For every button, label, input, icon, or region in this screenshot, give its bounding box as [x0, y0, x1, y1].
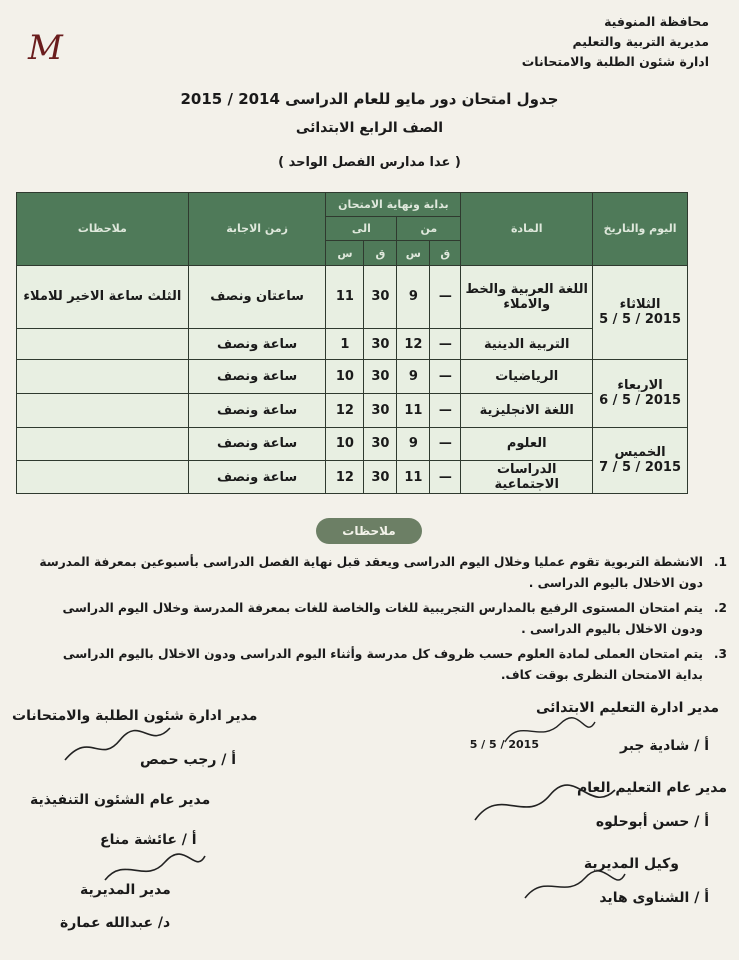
header-to-min: ق [364, 241, 397, 265]
day-cell: الخميس 2015 / 5 / 7 [593, 427, 688, 493]
subject-cell: الدراسات الاجتماعية [461, 461, 593, 494]
header-notes: ملاحظات [17, 193, 189, 266]
header-department: ادارة شئون الطلبة والامتحانات [521, 54, 709, 69]
document-title: جدول امتحان دور مايو للعام الدراسى 2014 / 2015 [180, 90, 559, 108]
signature-title: مدير عام الشئون التنفيذية [30, 792, 211, 808]
signature-title: وكيل المديرية [583, 856, 679, 872]
from-hr-cell: 12 [397, 328, 430, 360]
from-min-cell: — [430, 360, 461, 394]
signature-title: مدير ادارة التعليم الابتدائى [535, 700, 719, 716]
to-min-cell: 30 [364, 328, 397, 360]
from-hr-cell: 9 [397, 360, 430, 394]
subject-cell: اللغة العربية والخط والاملاء [461, 265, 593, 328]
signature-title: مدير عام التعليم العام [577, 780, 727, 796]
handwritten-signature [100, 850, 210, 890]
duration-cell: ساعتان ونصف [188, 265, 326, 328]
from-min-cell: — [430, 328, 461, 360]
note-line: بداية الامتحان النظرى بوقت كاف. [500, 668, 703, 682]
header-time: بداية ونهاية الامتحان [326, 193, 461, 217]
note-number: 1. [713, 555, 727, 569]
header-directorate: مديرية التربية والتعليم [572, 34, 709, 49]
issuer-header [522, 12, 709, 72]
from-min-cell: — [430, 461, 461, 494]
signature-name: أ / الشناوى هايد [599, 890, 709, 906]
duration-cell: ساعة ونصف [188, 328, 326, 360]
subject-cell: اللغة الانجليزية [461, 393, 593, 427]
table-row [17, 461, 688, 494]
note-cell [17, 360, 189, 394]
day-cell: الاربعاء 2015 / 5 / 6 [593, 360, 688, 427]
signature-title: مدير ادارة شئون الطلبة والامتحانات [12, 708, 258, 724]
exam-table [16, 192, 688, 494]
note-line: دون الاخلال باليوم الدراسى . [528, 576, 703, 590]
handwritten-signature [520, 866, 630, 906]
to-hr-cell: 10 [326, 427, 364, 461]
to-min-cell: 30 [364, 393, 397, 427]
note-line: يتم امتحان المستوى الرفيع بالمدارس التجريبية للغات والخاصة للغات بمعرفة المدرسة وخلال اليوم الدراسى [62, 601, 703, 615]
to-hr-cell: 11 [326, 265, 364, 328]
note-cell: الثلث ساعة الاخير للاملاء [17, 265, 189, 328]
signature-title: مدير المديرية [80, 882, 171, 898]
to-hr-cell: 1 [326, 328, 364, 360]
to-min-cell: 30 [364, 427, 397, 461]
from-hr-cell: 11 [397, 393, 430, 427]
from-hr-cell: 9 [397, 427, 430, 461]
signature-name: أ / عائشة مناع [100, 832, 197, 848]
table-row [17, 265, 688, 328]
handwritten-signature [470, 780, 620, 830]
header-day: اليوم والتاريخ [593, 193, 688, 266]
notes-label: ملاحظات [316, 518, 422, 544]
to-hr-cell: 12 [326, 461, 364, 494]
notes-list [12, 552, 727, 690]
note-cell [17, 393, 189, 427]
note-cell [17, 427, 189, 461]
handwritten-mark: M [28, 28, 63, 68]
note-cell [17, 328, 189, 360]
subject-cell: العلوم [461, 427, 593, 461]
day-cell: الثلاثاء 2015 / 5 / 5 [593, 265, 688, 360]
from-min-cell: — [430, 265, 461, 328]
signature-date: 2015 / 5 / 5 [469, 738, 539, 751]
note-number: 2. [713, 601, 727, 615]
note-cell [17, 461, 189, 494]
to-min-cell: 30 [364, 360, 397, 394]
header-governorate: محافظة المنوفية [604, 14, 709, 29]
table-row [17, 328, 688, 360]
from-min-cell: — [430, 393, 461, 427]
header-to: الى [326, 217, 397, 241]
signature-name: أ / شادية جبر [619, 738, 709, 754]
note-line: ودون الاخلال باليوم الدراسى . [521, 622, 703, 636]
list-item [12, 644, 727, 686]
duration-cell: ساعة ونصف [188, 360, 326, 394]
grade-title: الصف الرابع الابتدائى [295, 120, 444, 136]
to-hr-cell: 10 [326, 360, 364, 394]
to-min-cell: 30 [364, 265, 397, 328]
note-line: الانشطة التربوية تقوم عمليا وخلال اليوم الدراسى ويعقد قبل نهاية الفصل الدراسى بأسبوعين بمعرفة المدرسة [39, 555, 703, 569]
header-from-min: ق [430, 241, 461, 265]
header-duration: زمن الاجابة [188, 193, 326, 266]
exclusion-note: ( عدا مدارس الفصل الواحد ) [278, 155, 461, 170]
to-hr-cell: 12 [326, 393, 364, 427]
from-min-cell: — [430, 427, 461, 461]
table-row [17, 427, 688, 461]
table-row [17, 360, 688, 394]
signature-name: أ / حسن أبوحلوه [595, 814, 709, 830]
table-row [17, 393, 688, 427]
header-to-hr: س [326, 241, 364, 265]
list-item [12, 598, 727, 640]
note-line: يتم امتحان العملى لمادة العلوم حسب ظروف كل مدرسة وأثناء اليوم الدراسى ودون الاخلال باليوم الدراسى [62, 647, 703, 661]
signature-name: أ / رجب حمص [140, 752, 237, 768]
list-item [12, 552, 727, 594]
duration-cell: ساعة ونصف [188, 461, 326, 494]
note-number: 3. [713, 647, 727, 661]
to-min-cell: 30 [364, 461, 397, 494]
signature-name: د/ عبدالله عمارة [60, 915, 171, 931]
handwritten-signature [60, 720, 180, 770]
duration-cell: ساعة ونصف [188, 393, 326, 427]
from-hr-cell: 11 [397, 461, 430, 494]
subject-cell: التربية الدينية [461, 328, 593, 360]
handwritten-signature [500, 712, 600, 752]
header-from: من [397, 217, 461, 241]
subject-cell: الرياضيات [461, 360, 593, 394]
duration-cell: ساعة ونصف [188, 427, 326, 461]
from-hr-cell: 9 [397, 265, 430, 328]
header-subject: المادة [461, 193, 593, 266]
header-from-hr: س [397, 241, 430, 265]
